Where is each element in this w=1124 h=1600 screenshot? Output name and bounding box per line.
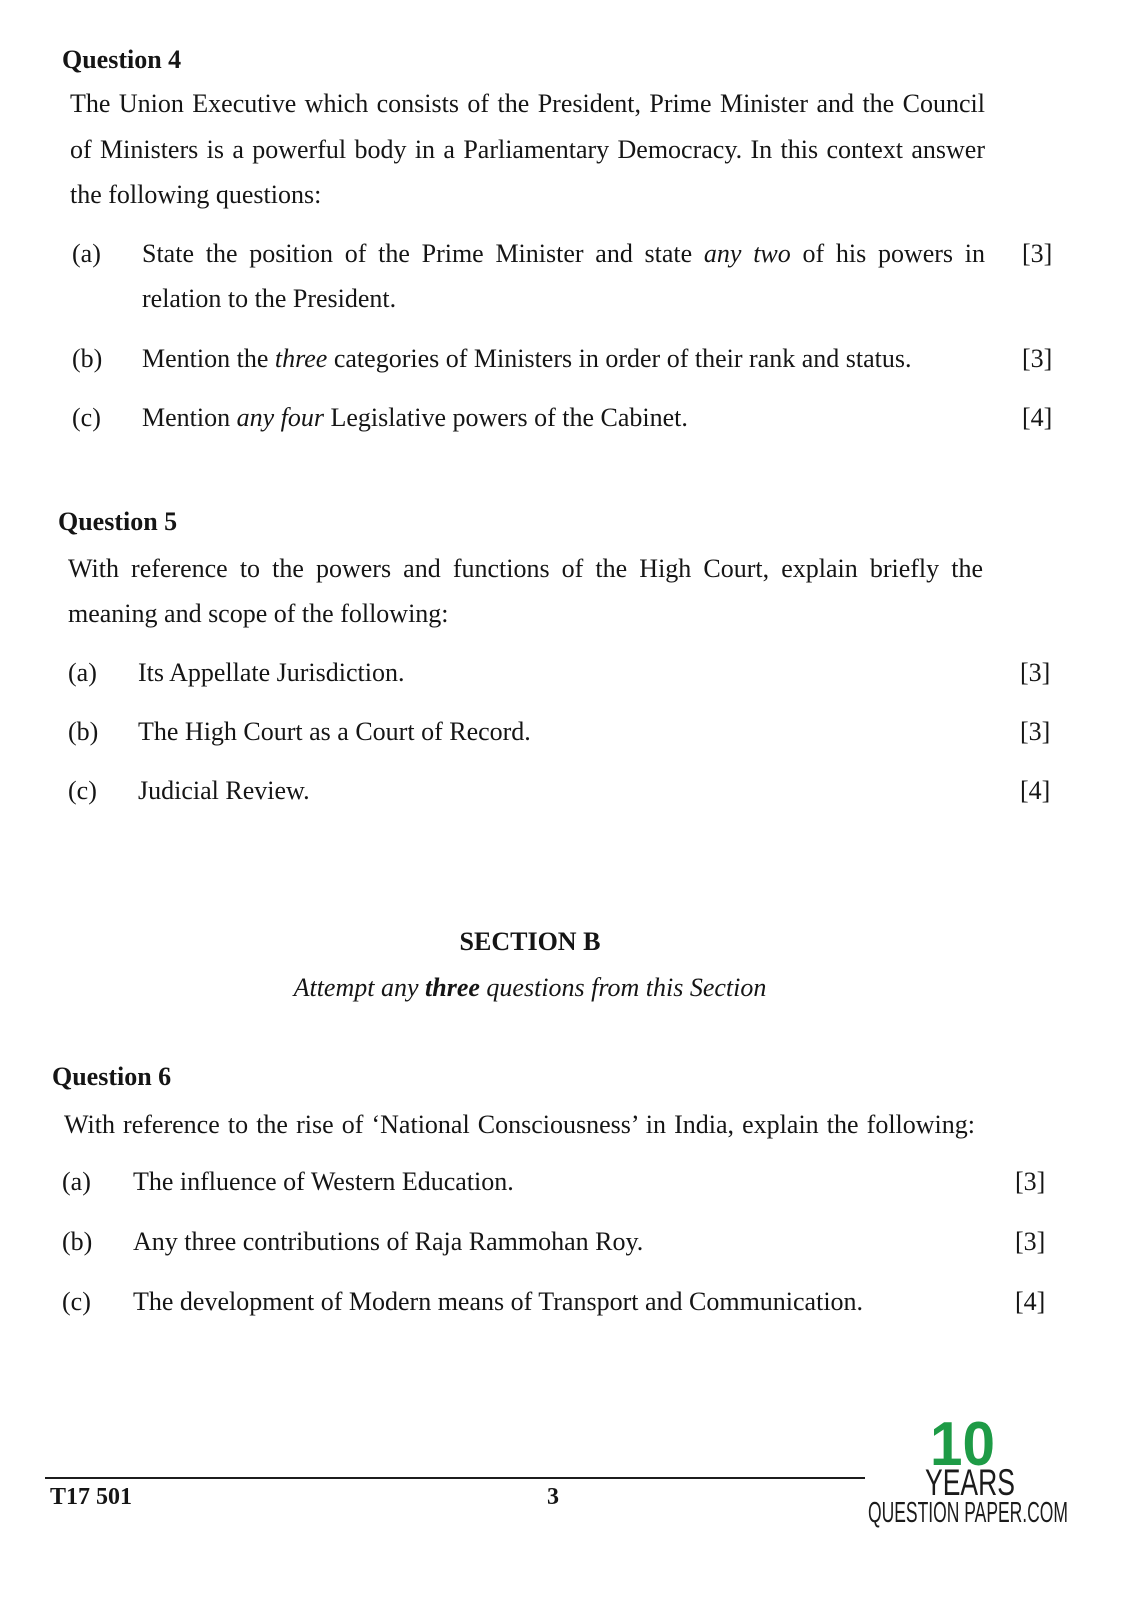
question-5-intro-line-1: With reference to the powers and functions of the High Court, explain briefly the xyxy=(68,554,983,583)
part-text: The development of Modern means of Transport and Communication. xyxy=(133,1287,864,1316)
part-text: The High Court as a Court of Record. xyxy=(138,717,531,746)
part-text-segment: Mention xyxy=(142,403,237,432)
question-6-intro: With reference to the rise of ‘National Consciousness’ in India, explain the following: xyxy=(64,1110,975,1139)
paper-code: T17 501 xyxy=(50,1484,133,1510)
part-label: (a) xyxy=(68,658,97,687)
part-text-segment: Legislative powers of the Cabinet. xyxy=(324,403,688,432)
part-text-emphasis: three xyxy=(274,344,328,373)
footer-rule xyxy=(45,1477,865,1479)
part-label: (c) xyxy=(62,1287,91,1316)
part-text: Its Appellate Jurisdiction. xyxy=(138,658,405,687)
question-4-intro-line-2: of Ministers is a powerful body in a Parliamentary Democracy. In this context answer xyxy=(70,135,985,164)
part-text: The influence of Western Education. xyxy=(133,1167,514,1196)
question-5-intro-line-2: meaning and scope of the following: xyxy=(68,599,449,628)
part-label: (a) xyxy=(72,239,101,268)
part-marks: [4] xyxy=(1022,403,1053,432)
part-marks: [3] xyxy=(1015,1167,1046,1196)
logo-word: YEARS xyxy=(925,1462,1015,1503)
question-4-intro-line-3: the following questions: xyxy=(70,180,322,209)
part-label: (a) xyxy=(62,1167,91,1196)
part-text-emphasis: any two xyxy=(703,239,791,268)
part-text-continuation: relation to the President. xyxy=(142,284,397,313)
section-b-title: SECTION B xyxy=(459,927,601,956)
part-marks: [3] xyxy=(1015,1227,1046,1256)
part-text: Any three contributions of Raja Rammohan Roy. xyxy=(133,1227,644,1256)
part-text-segment: State the position of the Prime Minister and state xyxy=(142,239,704,268)
part-marks: [4] xyxy=(1020,776,1051,805)
part-text xyxy=(142,403,688,433)
part-label: (b) xyxy=(72,344,103,373)
part-marks: [4] xyxy=(1015,1287,1046,1316)
part-marks: [3] xyxy=(1020,658,1051,687)
part-text-emphasis: any four xyxy=(236,403,324,432)
part-marks: [3] xyxy=(1022,344,1053,373)
question-5-heading: Question 5 xyxy=(58,507,178,536)
section-b-instruction xyxy=(0,973,1060,1003)
part-text xyxy=(142,344,911,374)
part-text-segment: of his powers in xyxy=(790,239,985,268)
part-label: (b) xyxy=(68,717,99,746)
question-4-heading: Question 4 xyxy=(62,45,182,74)
instruction-emphasis: three xyxy=(425,973,480,1002)
part-text-segment: categories of Ministers in order of their rank and status. xyxy=(327,344,912,373)
part-label: (c) xyxy=(72,403,101,432)
part-marks: [3] xyxy=(1022,239,1053,268)
instruction-segment: Attempt any xyxy=(293,973,426,1002)
question-paper-logo xyxy=(860,1410,1080,1530)
page-number: 3 xyxy=(547,1484,559,1510)
logo-number: 10 xyxy=(930,1410,995,1479)
part-text xyxy=(142,239,985,269)
question-6-heading: Question 6 xyxy=(52,1062,172,1091)
question-4-intro-line-1: The Union Executive which consists of the President, Prime Minister and the Council xyxy=(70,89,985,118)
part-label: (c) xyxy=(68,776,97,805)
part-label: (b) xyxy=(62,1227,93,1256)
part-text: Judicial Review. xyxy=(138,776,310,805)
part-marks: [3] xyxy=(1020,717,1051,746)
instruction-segment: questions from this Section xyxy=(479,973,767,1002)
part-text-segment: Mention the xyxy=(142,344,275,373)
logo-site: QUESTION PAPER.COM xyxy=(868,1497,1068,1529)
